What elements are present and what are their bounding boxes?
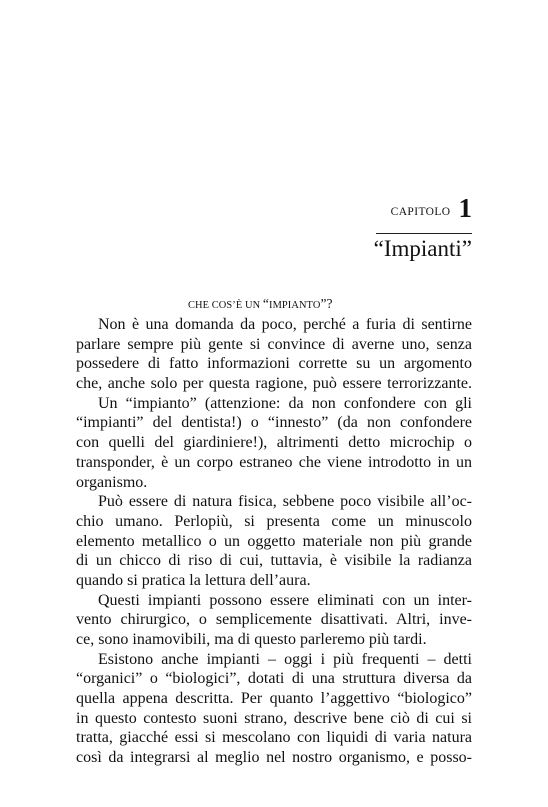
text-line: di un chicco di riso di cui, tuttavia, è visibile la radianza [76, 552, 472, 570]
text-line: chio umano. Perlopiù, si presenta come un minuscolo [76, 512, 472, 530]
section-heading-part: CHE COS [188, 300, 233, 311]
text-line: ce, sono inamovibili, ma di questo parleremo più tardi. [76, 631, 427, 648]
text-line: che, anche solo per questa ragione, può essere terrorizzante. [76, 375, 472, 393]
section-heading-part: ’È UN [232, 300, 263, 311]
text-line: organismo. [76, 473, 148, 491]
chapter-label [391, 193, 472, 224]
text-line: elemento metallico o un oggetto materiale non più grande [76, 532, 472, 550]
section-heading-part: ”? [320, 296, 333, 311]
body-text [76, 315, 472, 768]
text-line: in questo contesto suoni strano, descrive bene ciò di cui si [76, 709, 472, 727]
section-heading-part: “ [262, 296, 270, 311]
text-line: quella appena descritta. Per quanto l’aggettivo “biologico” [76, 690, 472, 708]
text-line: vento chirurgico, o semplicemente disattivati. Altri, inve- [76, 611, 472, 629]
text-line: “impianti” del dentista!) o “innesto” (da non confondere [76, 414, 472, 432]
section-heading-part: IMPIANTO [269, 300, 321, 311]
text-line: così da integrarsi al meglio nel nostro organismo, e posso- [76, 749, 472, 767]
text-line: “organici” o “biologici”, dotati di una struttura diversa da [76, 670, 472, 688]
text-line: quando si pratica la lettura dell’aura. [76, 571, 311, 589]
text-line: Può essere di natura fisica, sebbene poco visibile all’oc- [98, 493, 472, 511]
section-heading [188, 296, 333, 312]
text-line: tratta, giacché essi si mescolano con liquidi di varia natura [76, 729, 472, 747]
text-line: parlare sempre più gente si convince di averne uno, senza [76, 335, 472, 353]
chapter-title: “Impianti” [373, 236, 472, 261]
text-line: possedere di fatto informazioni corrette su un argomento [76, 355, 472, 373]
chapter-divider [376, 233, 472, 234]
chapter-number: 1 [458, 193, 472, 223]
text-line: transponder, è un corpo estraneo che viene introdotto in un [76, 453, 472, 471]
text-line: Questi impianti possono essere eliminati con un inter- [98, 591, 472, 609]
text-line: Non è una domanda da poco, perché a furia di sentirne [98, 316, 472, 333]
text-line: Un “impianto” (attenzione: da non confondere con gli [98, 394, 472, 412]
text-line: con quelli del giardiniere!), altrimenti detto microchip o [76, 434, 472, 452]
text-line: Esistono anche impianti – oggi i più frequenti – detti [98, 650, 472, 668]
chapter-word: CAPITOLO [390, 206, 451, 218]
